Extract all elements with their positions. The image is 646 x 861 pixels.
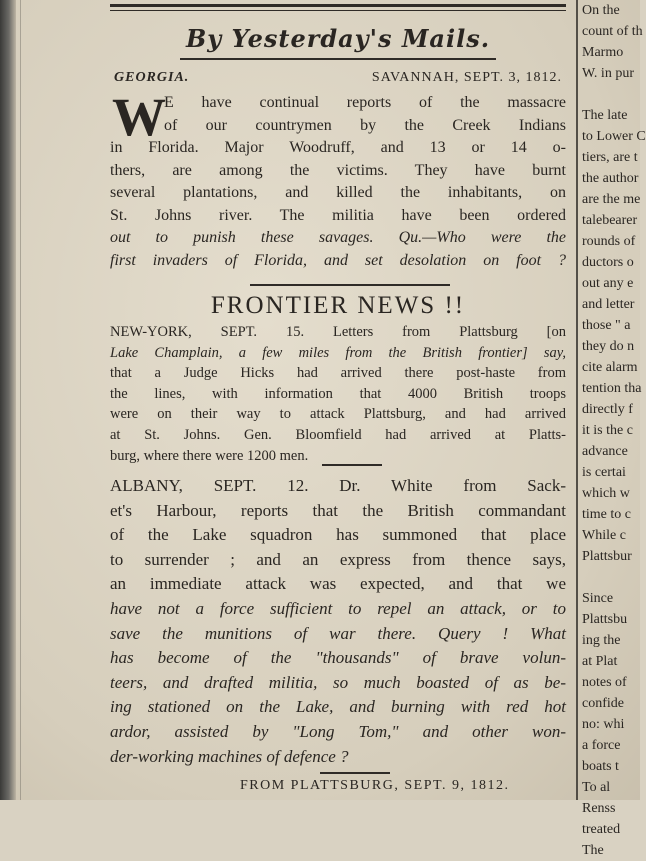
text-line: that a Judge Hicks had arrived there post-haste from <box>110 365 566 382</box>
text-line: in Florida. Major Woodruff, and 13 or 14 o- <box>110 139 566 156</box>
text-line: at St. Johns. Gen. Bloomfield had arrived at Platts- <box>110 426 566 443</box>
right-column-line: Marmo <box>582 45 624 60</box>
right-column-line <box>582 567 642 588</box>
top-rule-thin <box>110 10 566 11</box>
right-column-line: Plattsbur <box>582 549 632 564</box>
text-line: were on their way to attack Plattsburg, and had arrived <box>110 406 566 423</box>
right-column-line: ing the <box>582 633 621 648</box>
text-line: der-working machines of defence ? <box>110 746 349 766</box>
frontier-news-heading: FRONTIER NEWS !! <box>210 292 466 319</box>
right-column-line: rounds of <box>582 234 636 249</box>
georgia-first-lines <box>164 92 566 137</box>
right-column-line: time to c <box>582 507 631 522</box>
right-column-line: which w <box>582 486 630 501</box>
text-line: NEW-YORK, SEPT. 15. Letters from Plattsburg [on <box>110 324 566 340</box>
left-column-rule <box>20 0 21 800</box>
right-column-line: talebearer <box>582 213 638 228</box>
georgia-paragraph <box>110 137 566 272</box>
text-line: E have continual reports of the massacre <box>164 94 566 111</box>
georgia-dateline: SAVANNAH, SEPT. 3, 1812. <box>371 70 562 85</box>
main-column <box>110 0 566 800</box>
right-column-line: at Plat <box>582 654 618 669</box>
text-line: the lines, with information that 4000 British troops <box>110 385 566 402</box>
right-column-line: the author <box>582 171 639 186</box>
short-rule <box>320 772 390 774</box>
page-binding-shadow <box>0 0 16 800</box>
right-column-line: count of th <box>582 24 643 39</box>
text-line: teers, and drafted militia, so much boasted of as be- <box>110 672 566 692</box>
right-column-line: Plattsbu <box>582 612 628 627</box>
text-line: of our countrymen by the Creek Indians <box>164 116 566 134</box>
text-line: ardor, assisted by "Long Tom," and other won- <box>110 721 566 741</box>
frontier-paragraph <box>110 322 566 466</box>
right-column-line: To al <box>582 780 611 795</box>
right-column-fragment <box>582 0 646 858</box>
newspaper-page <box>16 0 646 858</box>
text-line: an immediate attack was expected, and that we <box>110 574 566 594</box>
right-column-line: and letter <box>582 297 635 312</box>
text-line: first invaders of Florida, and set desolation on foot ? <box>110 251 566 269</box>
text-line: several plantations, and killed the inhabitants, on <box>110 184 566 201</box>
text-line: of the Lake squadron has summoned that place <box>110 525 566 545</box>
right-column-line: The late <box>582 108 628 123</box>
text-line: out to punish these savages. Qu.—Who were the <box>110 229 566 246</box>
text-line: thers, are among the victims. They have burnt <box>110 161 566 179</box>
right-column-line: advance <box>582 444 628 459</box>
right-column-line: notes of <box>582 675 627 690</box>
right-column-line: Since <box>582 591 614 606</box>
right-column-line: treated <box>582 822 621 837</box>
right-column-line: The <box>582 843 604 858</box>
text-line: burg, where there were 1200 men. <box>110 447 309 464</box>
right-column-line <box>582 84 642 105</box>
masthead: By Yesterday's Mails. <box>185 24 491 53</box>
text-line: save the munitions of war there. Query ! What <box>110 623 566 643</box>
right-column-line: a force <box>582 738 621 753</box>
right-column-line: While c <box>582 528 626 543</box>
right-column-line: is certai <box>582 465 626 480</box>
plattsburg-dateline: FROM PLATTSBURG, SEPT. 9, 1812. <box>240 778 510 793</box>
albany-paragraph <box>110 474 566 769</box>
right-column-line: tention tha <box>582 381 642 396</box>
text-line: have not a force sufficient to repel an attack, or to <box>110 598 566 618</box>
text-line: Lake Champlain, a few miles from the British frontier] say, <box>110 344 566 361</box>
section-separator <box>250 284 450 286</box>
right-column-line: to Lower C <box>582 129 646 144</box>
right-column-line: out any e <box>582 276 634 291</box>
text-line: ing stationed on the Lake, and burning with red hot <box>110 697 566 717</box>
right-column-line: it is the c <box>582 423 633 438</box>
right-column-line: boats t <box>582 759 619 774</box>
text-line: ALBANY, SEPT. 12. Dr. White from Sack- <box>110 476 566 495</box>
right-column-line: directly f <box>582 402 633 417</box>
right-column-line: On the <box>582 3 620 18</box>
right-column-line: ductors o <box>582 255 634 270</box>
right-column-line: tiers, are t <box>582 150 638 165</box>
top-rule <box>110 4 566 7</box>
masthead-rule <box>180 58 496 60</box>
georgia-heading: GEORGIA. <box>114 70 190 85</box>
text-line: to surrender ; and an express from thence says, <box>110 549 566 569</box>
right-column-line: Renss <box>582 801 616 816</box>
right-column-line: cite alarm <box>582 360 638 375</box>
right-column-line: confide <box>582 696 624 711</box>
text-line: St. Johns river. The militia have been ordered <box>110 206 566 224</box>
column-rule <box>576 0 578 800</box>
right-column-line: no: whi <box>582 717 625 732</box>
right-column-line: W. in pur <box>582 66 634 81</box>
text-line: et's Harbour, reports that the British commandant <box>110 500 566 520</box>
drop-cap: W <box>112 87 166 147</box>
right-column-line: they do n <box>582 339 635 354</box>
text-line: has become of the "thousands" of brave volun- <box>110 648 566 668</box>
right-column-line: are the me <box>582 192 641 207</box>
right-column-line: those " a <box>582 318 631 333</box>
short-rule <box>322 464 382 466</box>
